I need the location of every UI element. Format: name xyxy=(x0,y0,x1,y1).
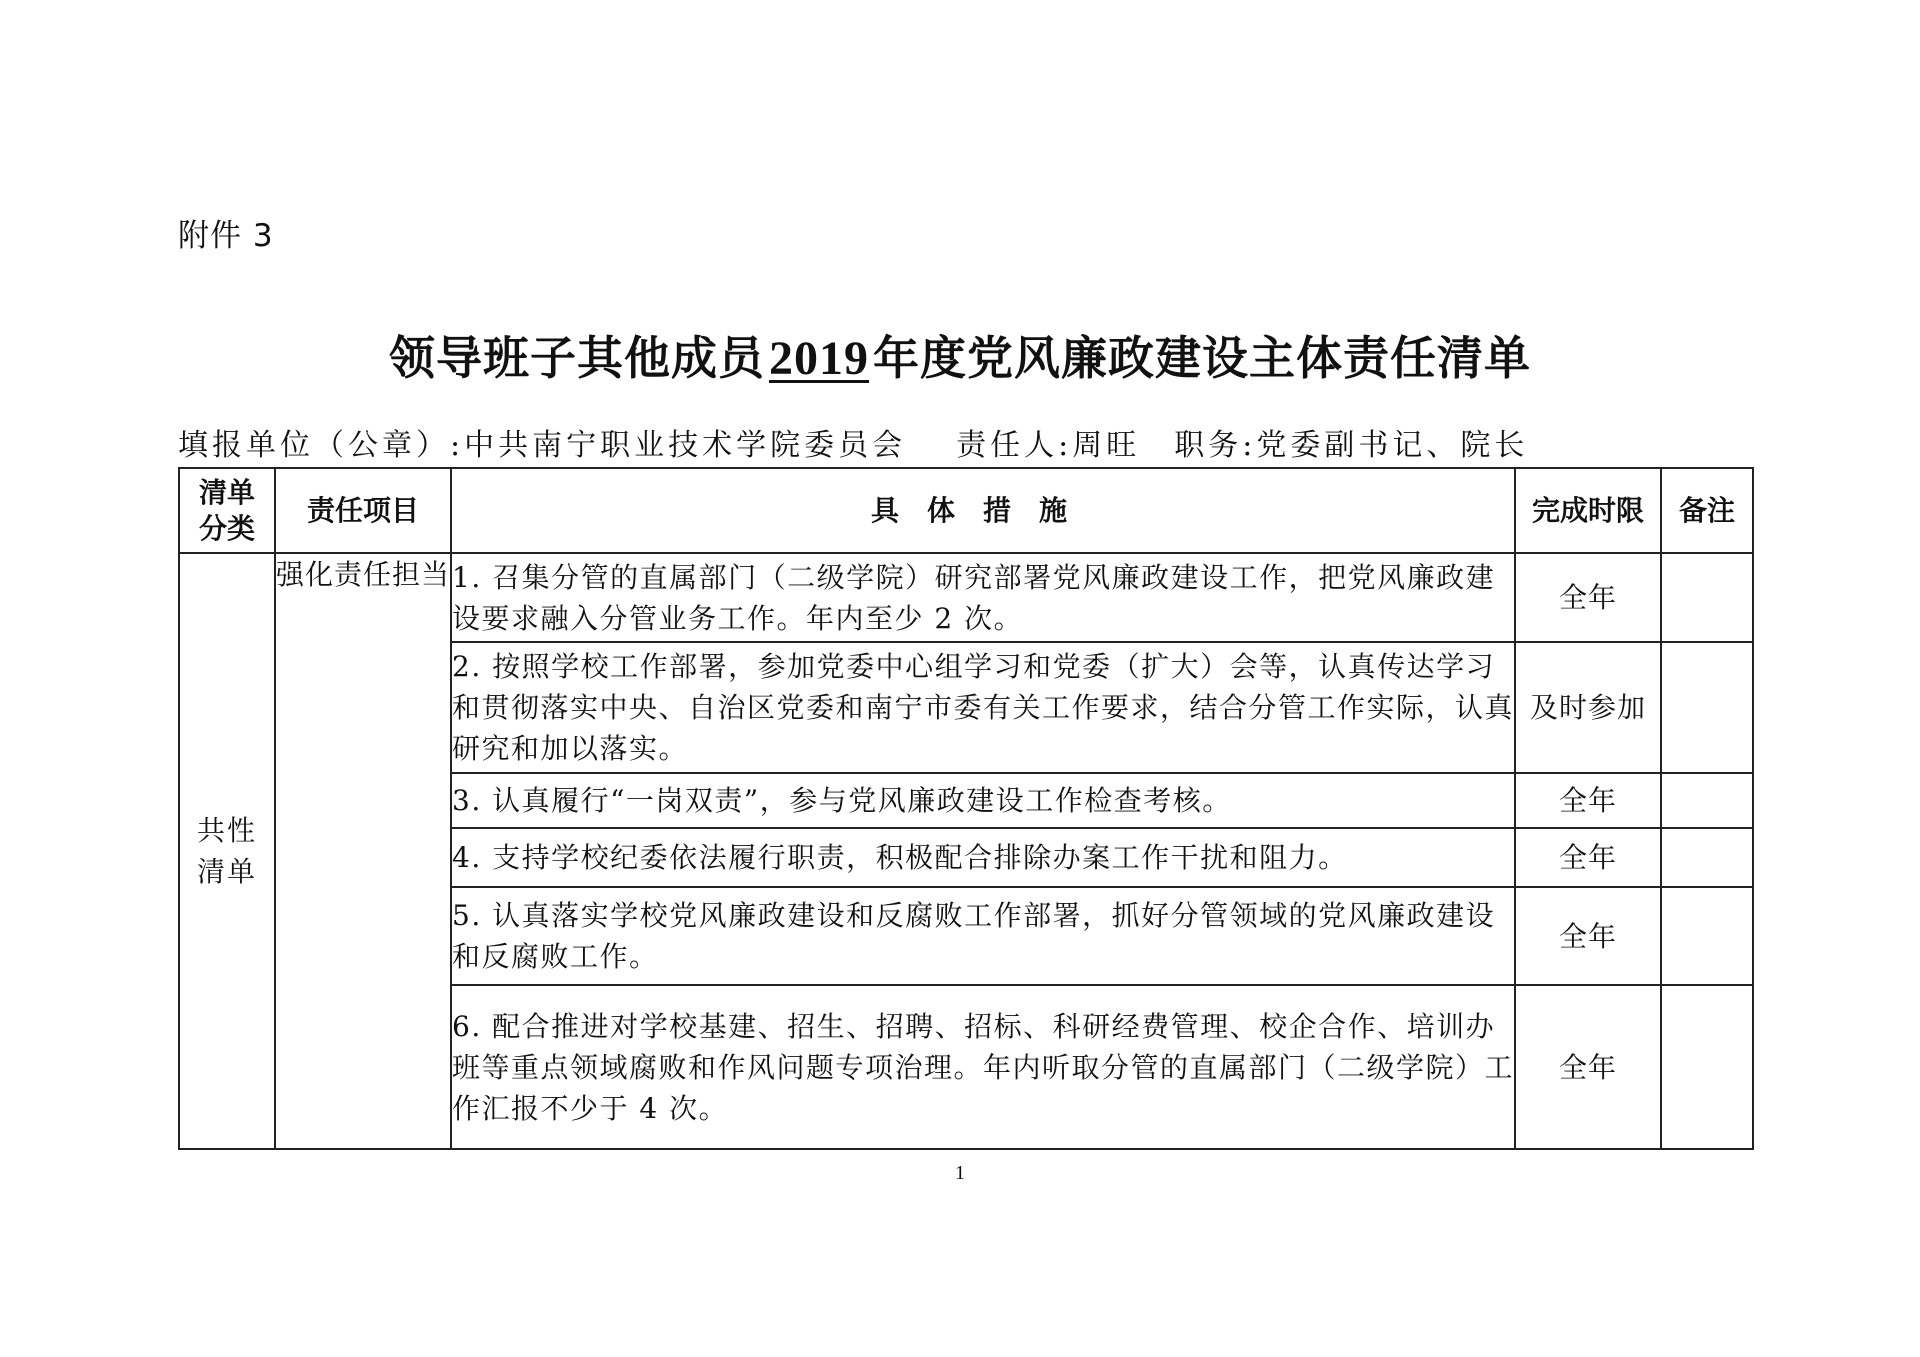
unit-value: 中共南宁职业技术学院委员会 xyxy=(464,428,907,463)
position-value: 党委副书记、院长 xyxy=(1256,428,1529,463)
measure-cell: 6. 配合推进对学校基建、招生、招聘、招标、科研经费管理、校企合作、培训办班等重点领域腐败和作风问题专项治理。年内听取分管的直属部门（二级学院）工作汇报不少于 4 次。 xyxy=(451,985,1515,1149)
title-suffix: 年度党风廉政建设主体责任清单 xyxy=(873,331,1531,385)
remarks-cell xyxy=(1661,828,1753,887)
header-category-line2: 分类 xyxy=(198,511,255,545)
unit-label: 填报单位（公章）: xyxy=(178,428,465,463)
measure-cell: 5. 认真落实学校党风廉政建设和反腐败工作部署，抓好分管领域的党风廉政建设和反腐败工作。 xyxy=(451,887,1515,985)
remarks-cell xyxy=(1661,642,1753,773)
deadline-cell: 全年 xyxy=(1515,553,1661,642)
header-item: 责任项目 xyxy=(275,468,451,553)
deadline-cell: 全年 xyxy=(1515,773,1661,828)
title-prefix: 领导班子其他成员 xyxy=(389,331,765,385)
attachment-label: 附件 3 xyxy=(178,218,274,254)
page-number: 1 xyxy=(955,1162,965,1184)
table-row xyxy=(179,553,1753,642)
header-measures: 具体措施 xyxy=(451,468,1515,553)
header-deadline: 完成时限 xyxy=(1515,468,1661,553)
remarks-cell xyxy=(1661,887,1753,985)
deadline-cell: 全年 xyxy=(1515,985,1661,1149)
header-category-line1: 清单 xyxy=(198,475,255,509)
responsibility-table xyxy=(178,467,1754,1150)
fill-info-line xyxy=(178,420,1753,464)
item-cell: 强化责任担当 xyxy=(275,553,451,1149)
remarks-cell xyxy=(1661,985,1753,1149)
category-line2: 清单 xyxy=(196,855,257,888)
deadline-cell: 全年 xyxy=(1515,828,1661,887)
category-cell xyxy=(179,553,275,1149)
header-category xyxy=(179,468,275,553)
category-line1: 共性 xyxy=(196,814,257,847)
document-title xyxy=(0,322,1920,388)
deadline-cell: 全年 xyxy=(1515,887,1661,985)
person-value: 周旺 xyxy=(1072,428,1141,463)
title-year: 2019 xyxy=(769,332,869,385)
table-header-row xyxy=(179,468,1753,553)
deadline-cell: 及时参加 xyxy=(1515,642,1661,773)
measure-cell: 4. 支持学校纪委依法履行职责，积极配合排除办案工作干扰和阻力。 xyxy=(451,828,1515,887)
person-label: 责任人: xyxy=(956,428,1073,463)
measure-cell: 3. 认真履行“一岗双责”，参与党风廉政建设工作检查考核。 xyxy=(451,773,1515,828)
measure-cell: 1. 召集分管的直属部门（二级学院）研究部署党风廉政建设工作，把党风廉政建设要求融入分管业务工作。年内至少 2 次。 xyxy=(451,553,1515,642)
remarks-cell xyxy=(1661,773,1753,828)
header-remarks: 备注 xyxy=(1661,468,1753,553)
measure-cell: 2. 按照学校工作部署，参加党委中心组学习和党委（扩大）会等，认真传达学习和贯彻落实中央、自治区党委和南宁市委有关工作要求，结合分管工作实际，认真研究和加以落实。 xyxy=(451,642,1515,773)
position-label: 职务: xyxy=(1174,428,1257,463)
remarks-cell xyxy=(1661,553,1753,642)
